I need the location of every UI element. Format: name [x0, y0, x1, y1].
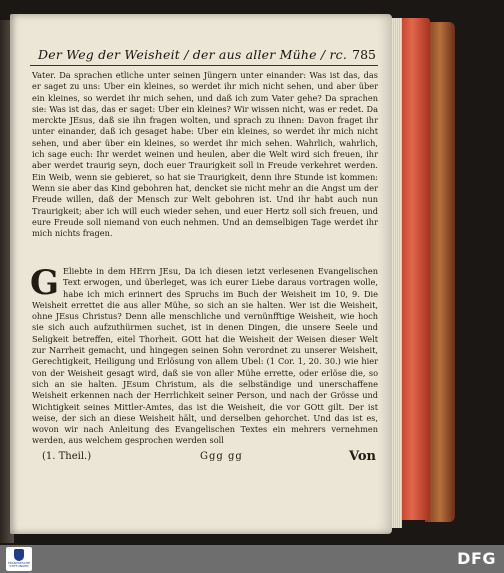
dfg-logo[interactable]: DFG — [457, 549, 496, 568]
header-rule — [30, 65, 378, 66]
signature-mark: (1. Theil.) — [42, 451, 92, 462]
drop-capital: G — [30, 263, 60, 303]
catchword: Von — [348, 449, 376, 464]
library-emblem-icon — [14, 549, 24, 561]
scripture-paragraph: Vater. Da sprachen etliche unter seinen Jüngern unter einander: Was ist das, das er saget zu uns: Uber ein kleines, so werdet ihr mich nicht sehen, und aber über ein kleines, so werdet ihr mich sehen, und daß ich zum Vater gehe? Da sprachen sie: Was ist das, das er saget: Uber ein kleines? Wir wissen nicht, was er redet. Da merckte JEsus, daß sie ihn fragen wolten, und sprach zu ihnen: Davon fraget ihr unter einander, daß ich gesaget habe: Uber ein kleines, so werdet ihr mich nicht sehen, und aber über ein kleines, so werdet ihr mich sehen. Wahrlich, wahrlich, ich sage euch: Ihr werdet weinen und heulen, aber die Welt wird sich freuen, ihr aber werdet traurig seyn, doch euer Traurigkeit soll in Freude verkehret werden. Ein Weib, wenn sie gebieret, so hat sie Traurigkeit, denn ihre Stunde ist kommen: Wenn sie aber das Kind gebohren hat, dencket sie nicht mehr an die Angst um der Freude willen, daß der Mensch zur Welt gebohren ist. Und ihr habt auch nun Traurigkeit; aber ich will euch wieder sehen, und euer Hertz soll sich freuen, und eure Freude soll niemand von euch nehmen. Und an demselbigen Tage werdet ihr mich nichts fragen. — [32, 70, 378, 239]
library-logo[interactable] — [6, 547, 32, 571]
viewer-bottom-bar — [0, 545, 504, 573]
page-number: 785 — [352, 47, 376, 62]
library-logo-text: FRANCKESCHE STIFTUNGEN — [7, 561, 31, 569]
running-title: Der Weg der Weisheit / der aus aller Mühe / rc. — [38, 47, 348, 62]
page-footer — [42, 451, 382, 465]
book-cover-edge — [400, 18, 430, 520]
sermon-paragraph — [30, 263, 378, 447]
running-header — [30, 47, 380, 65]
sermon-text: Eliebte in dem HErrn JEsu, Da ich diesen ietzt verlesenen Evangelischen Text erwogen, und überleget, was ich eurer Liebe daraus vortragen wolle, habe ich mich erinnert des Spruchs im Buch der Weisheit im 10, 9. Die Weisheit errettet die aus aller Mühe, so sich an sie halten. Wer ist die Weisheit, ohne JEsus Christus? Denn alle menschliche und vernünfftige Weisheit, wie hoch sie sich auch aufzuthürmen suchet, ist in denen Dingen, die unsere Seele und Seligkeit betreffen, eitel Thorheit. GOtt hat die Weisheit der Weisen dieser Welt zur Narrheit gemacht, und hingegen seinen Sohn verordnet zu unserer Weisheit, Gerechtigkeit, Heiligung und Erlösung von allem Ubel: (1 Cor. 1, 20. 30.) wie hier von der Weisheit gesagt wird, daß sie von aller Mühe errette, oder erlöse die, so sich an sie halten. JEsum Christum, als die selbständige und unerschaffene Weisheit erkennen nach der Herrlichkeit seiner Person, und nach der Grösse und Wichtigkeit seines Mittler-Amtes, das ist die Weisheit, die vor GOtt gilt. Der ist weise, der sich an diese Weisheit hält, und derselben gehorchet. Und das ist es, wovon wir nach Anleitung des Evangelischen Textes ein mehrers vernehmen werden, aus welchem gesprochen werden soll — [32, 266, 378, 446]
page-stack-edge — [392, 18, 402, 528]
sheet-mark: Ggg gg — [200, 451, 243, 462]
